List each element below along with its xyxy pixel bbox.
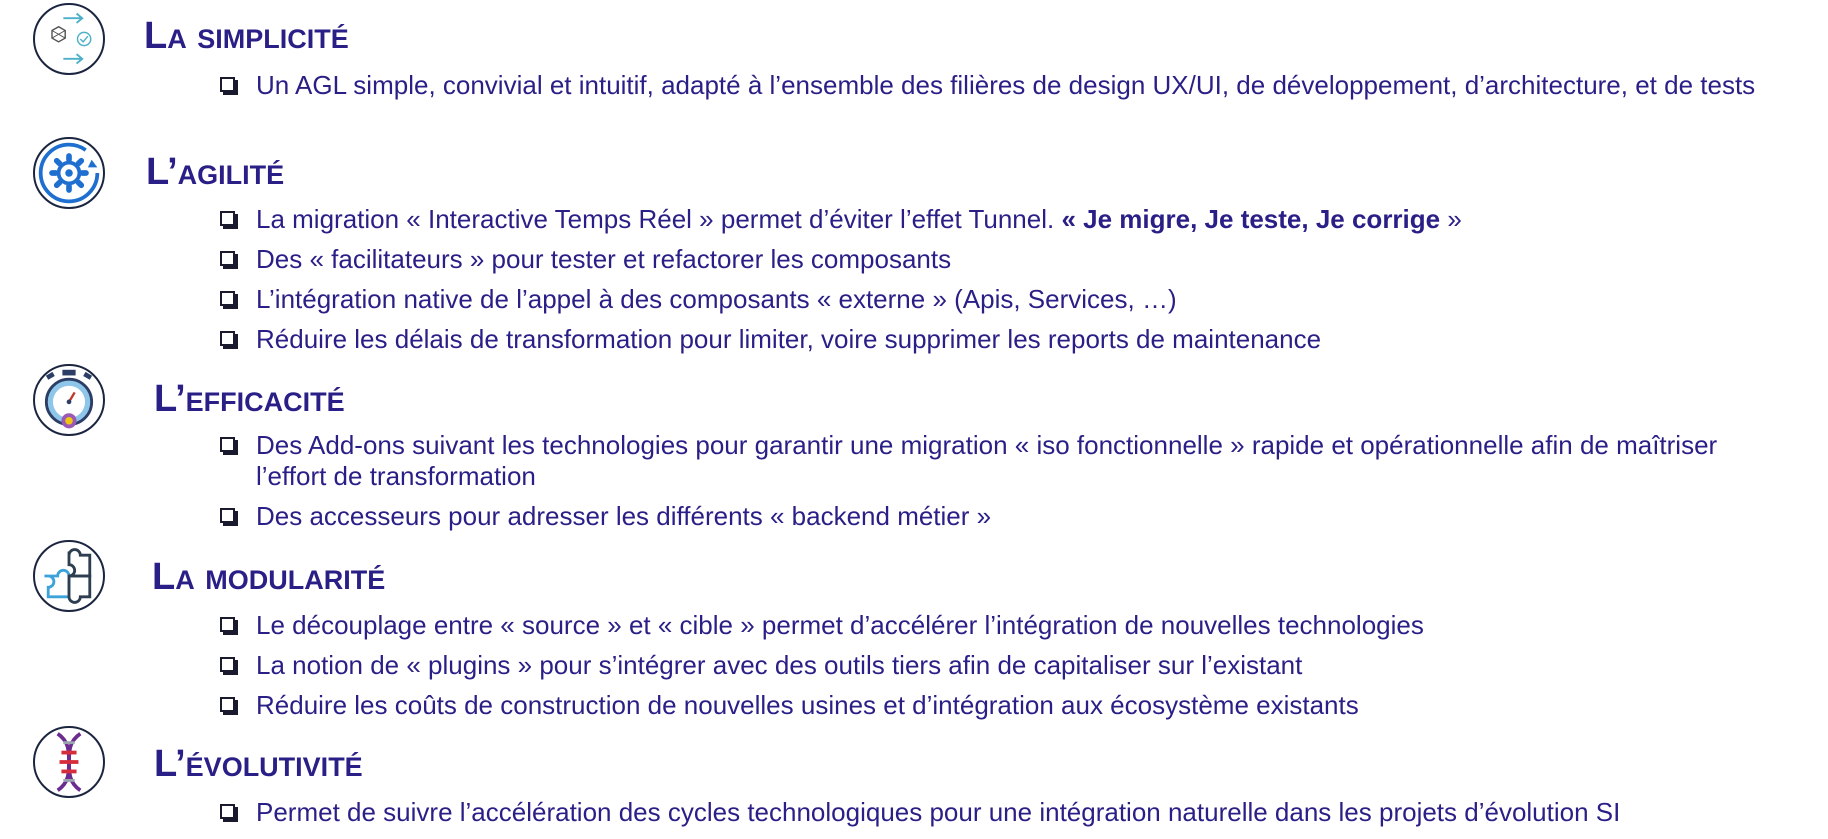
process-arrows-icon (33, 3, 105, 75)
stopwatch-icon (33, 364, 105, 436)
dna-icon (33, 726, 105, 798)
section-title: L’évolutivité (154, 743, 363, 785)
list-item: Des Add-ons suivant les technologies pour garantir une migration « iso fonctionnelle » rapide et opérationnelle afin de maîtriser l’effort de transformation (220, 430, 1760, 492)
section-title: La simplicité (144, 15, 349, 57)
gear-cycle-icon (33, 137, 105, 209)
list-item: Des « facilitateurs » pour tester et refactorer les composants (220, 244, 1760, 275)
list-item: Des accesseurs pour adresser les différents « backend métier » (220, 501, 1760, 532)
list-item: La notion de « plugins » pour s’intégrer avec des outils tiers afin de capitaliser sur l’existant (220, 650, 1760, 681)
list-item: Permet de suivre l’accélération des cycles technologiques pour une intégration naturelle dans les projets d’évolution SI (220, 797, 1760, 828)
section-title: L’agilité (146, 151, 285, 193)
list-item: Réduire les délais de transformation pour limiter, voire supprimer les reports de maintenance (220, 324, 1760, 355)
list-item: La migration « Interactive Temps Réel » permet d’éviter l’effet Tunnel. « Je migre, Je teste, Je corrige » (220, 204, 1760, 235)
section-title: L’efficacité (154, 378, 345, 420)
section-title: La modularité (152, 556, 386, 598)
puzzle-icon (33, 540, 105, 612)
list-item: L’intégration native de l’appel à des composants « externe » (Apis, Services, …) (220, 284, 1760, 315)
list-item: Le découplage entre « source » et « cible » permet d’accélérer l’intégration de nouvelles technologies (220, 610, 1760, 641)
list-item: Réduire les coûts de construction de nouvelles usines et d’intégration aux écosystème existants (220, 690, 1760, 721)
list-item: Un AGL simple, convivial et intuitif, adapté à l’ensemble des filières de design UX/UI, de développement, d’architecture, et de tests (220, 70, 1760, 101)
